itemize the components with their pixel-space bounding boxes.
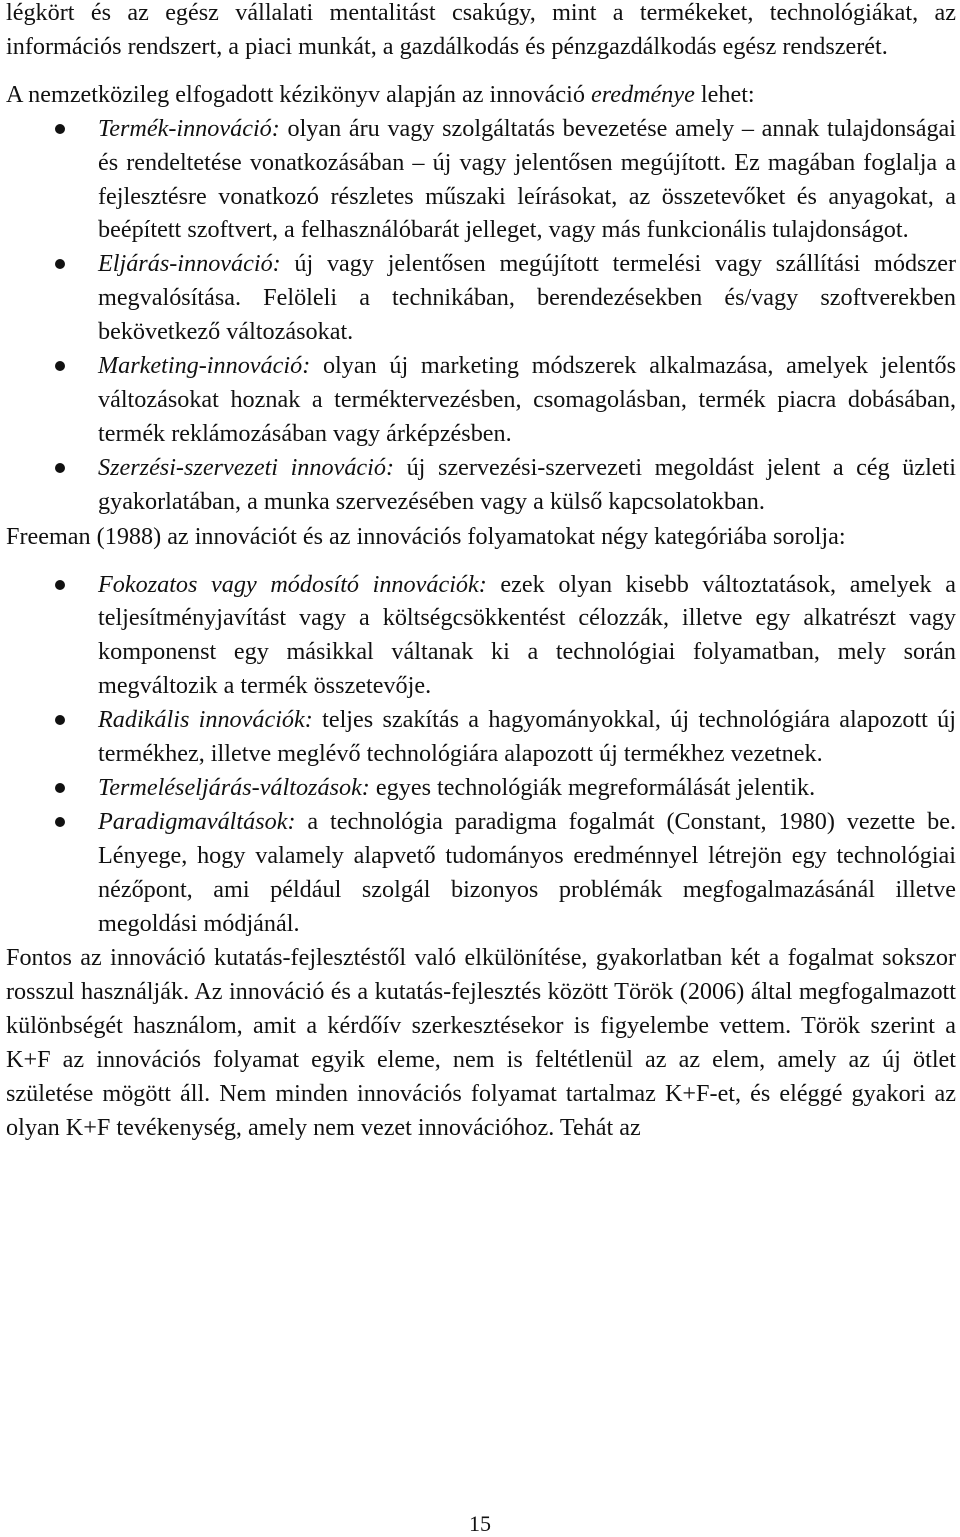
list-item-term: Termeléseljárás-változások:	[98, 773, 370, 801]
list-item-text: a technológia paradigma fogalmát (Constant, 1980) vezette be. Lényege, hogy valamely alapvető tudományos eredménnyel létrejön egy technológiai nézőpont, ami például szolgál bizonyos problémák megfogalmazásánál illetve megoldási módjánál.	[98, 807, 956, 937]
bullet-icon	[55, 580, 65, 590]
intro-text-italic: eredménye	[591, 80, 695, 108]
paragraph-innovation-results	[6, 78, 956, 112]
list-item	[6, 568, 956, 704]
list-item	[6, 805, 956, 941]
list-item	[6, 703, 956, 771]
paragraph-rd: Fontos az innováció kutatás-fejlesztéstől való elkülönítése, gyakorlatban két a fogalmat sokszor rosszul használják. Az innováció és a kutatás-fejlesztés között Török (2006) által megfogalmazott különbségét használom, amit a kérdőív szerkesztésekor is figyelembe vettem. Török szerint a K+F az innovációs folyamat egyik eleme, nem is feltétlenül az az elem, amely az új ötlet születése mögött áll. Nem minden innovációs folyamat tartalmaz K+F-et, és eléggé gyakori az olyan K+F tevékenység, amely nem vezet innovációhoz. Tehát az	[6, 944, 956, 1141]
list-item-text: olyan új marketing módszerek alkalmazása, amelyek jelentős változásokat hoznak a terméktervezésben, csomagolásban, termék piacra dobásában, termék reklámozásában vagy árképzésben.	[98, 352, 956, 447]
list-item	[6, 771, 956, 805]
bullet-icon	[55, 361, 65, 371]
bullet-icon	[55, 124, 65, 134]
freeman-categories-list	[6, 568, 956, 941]
bullet-icon	[55, 783, 65, 793]
intro-text-before: A nemzetközileg elfogadott kézikönyv alapján az innováció	[6, 80, 591, 108]
list-item	[6, 349, 956, 451]
list-item-text: egyes technológiák megreformálását jelentik.	[369, 773, 816, 801]
paragraph-freeman: Freeman (1988) az innovációt és az innovációs folyamatokat négy kategóriába sorolja:	[6, 522, 846, 550]
bullet-icon	[55, 715, 65, 725]
innovation-types-list	[6, 112, 956, 519]
list-item	[6, 112, 956, 248]
list-item	[6, 247, 956, 349]
list-item	[6, 451, 956, 519]
list-item-term: Marketing-innováció:	[98, 352, 311, 380]
list-item-term: Eljárás-innováció:	[98, 250, 281, 278]
list-item-term: Radikális innovációk:	[98, 706, 313, 734]
list-item-term: Paradigmaváltások:	[98, 807, 296, 835]
list-item-text: új szervezési-szervezeti megoldást jelent a cég üzleti gyakorlatában, a munka szervezésében vagy a külső kapcsolatokban.	[98, 453, 956, 515]
list-item-text: új vagy jelentősen megújított termelési vagy szállítási módszer megvalósítása. Felöleli a technikában, berendezésekben és/vagy szoftverekben bekövetkező változásokat.	[98, 250, 956, 346]
list-item-term: Szerzési-szervezeti innováció:	[98, 453, 395, 481]
list-item-text: teljes szakítás a hagyományokkal, új technológiára alapozott új termékhez, illetve meglévő technológiára alapozott új termékhez vezetnek.	[98, 706, 956, 768]
document-page	[6, 0, 956, 1145]
bullet-icon	[55, 259, 65, 269]
bullet-icon	[55, 463, 65, 473]
list-item-text: ezek olyan kisebb változtatások, amelyek a teljesítményjavítást vagy a költségcsökkentést célozzák, illetve egy alkatrészt vagy komponenst egy másikkal váltanak ki a technológiai folyamatban, mely során megváltozik a termék összetevője.	[98, 570, 956, 700]
paragraph-intro: légkört és az egész vállalati mentalitást csakúgy, mint a termékeket, technológiákat, az információs rendszert, a piaci munkát, a gazdálkodás és pénzgazdálkodás egész rendszerét.	[6, 0, 956, 60]
page-number: 15	[469, 1511, 491, 1536]
list-item-term: Fokozatos vagy módosító innovációk:	[98, 570, 487, 598]
intro-text-after: lehet:	[694, 80, 755, 108]
bullet-icon	[55, 817, 65, 827]
list-item-term: Termék-innováció:	[98, 114, 280, 142]
list-item-text: olyan áru vagy szolgáltatás bevezetése amely – annak tulajdonságai és rendeltetése vonatkozásában – új vagy jelentősen megújított. Ez magában foglalja a fejlesztésre vonatkozó részletes műszaki leírásokat, az összetevőket és anyagokat, a beépített szoftvert, a felhasználóbarát jelleget, vagy más funkcionális tulajdonságot.	[98, 114, 956, 244]
